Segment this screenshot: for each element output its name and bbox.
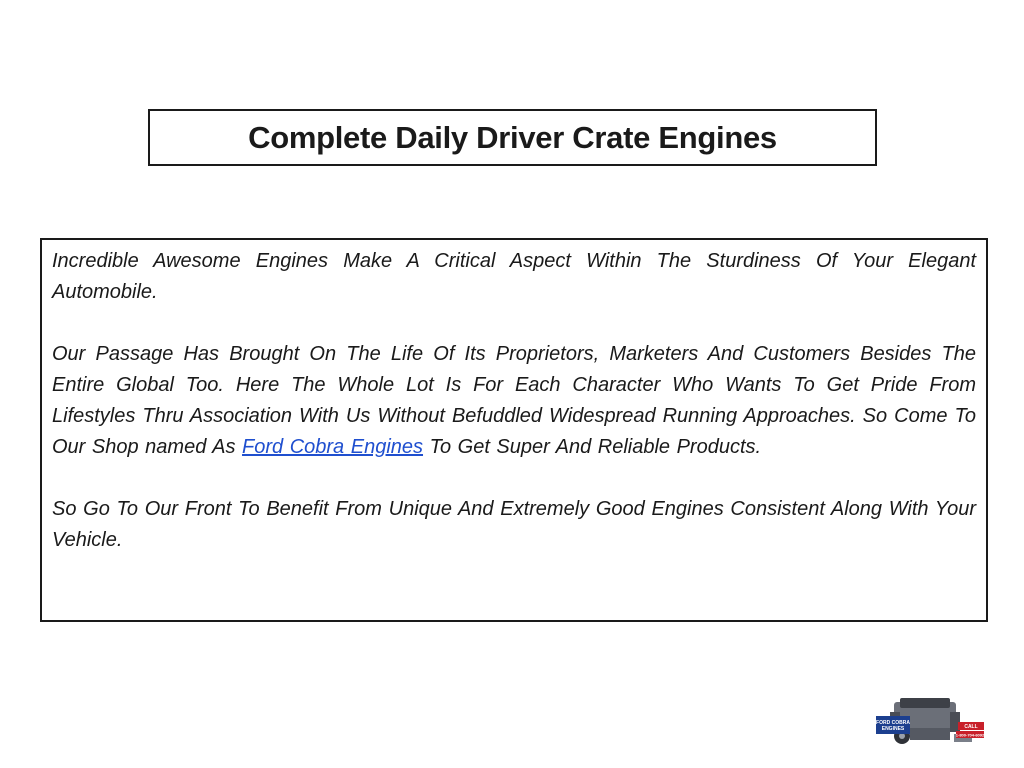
ford-cobra-engines-logo xyxy=(872,698,984,750)
paragraph-intro: Incredible Awesome Engines Make A Critical Aspect Within The Sturdiness Of Your Elegant Automobile. xyxy=(52,250,976,303)
logo-brand-line2: ENGINES xyxy=(881,726,905,732)
logo-phone: 1-800-704-6092 xyxy=(955,732,984,738)
brand-banner xyxy=(876,716,910,734)
title-box xyxy=(148,109,877,166)
paragraph-shop-text-after: To Get Super And Reliable Products. xyxy=(423,436,762,458)
body-text-box xyxy=(40,238,988,622)
paragraph-shop xyxy=(52,339,976,463)
paragraph-shop-text-before: Our Passage Has Brought On The Life Of Its Proprietors, Marketers And Customers Besides The Entire Global Too. Here The Whole Lot Is For Each Character Who Wants To Get Pride From Lifestyles Thru Association With Us Without Befuddled Widespread Running Approaches. So Come To Our Shop named As xyxy=(52,343,976,458)
ford-cobra-engines-link[interactable]: Ford Cobra Engines xyxy=(242,436,424,458)
call-banner xyxy=(956,722,984,738)
logo-call-label: CALL xyxy=(964,724,978,730)
logo-brand-line1: FORD COBRA xyxy=(876,720,910,726)
page-title: Complete Daily Driver Crate Engines xyxy=(248,119,777,155)
paragraph-closing: So Go To Our Front To Benefit From Unique And Extremely Good Engines Consistent Along With Your Vehicle. xyxy=(52,498,976,551)
